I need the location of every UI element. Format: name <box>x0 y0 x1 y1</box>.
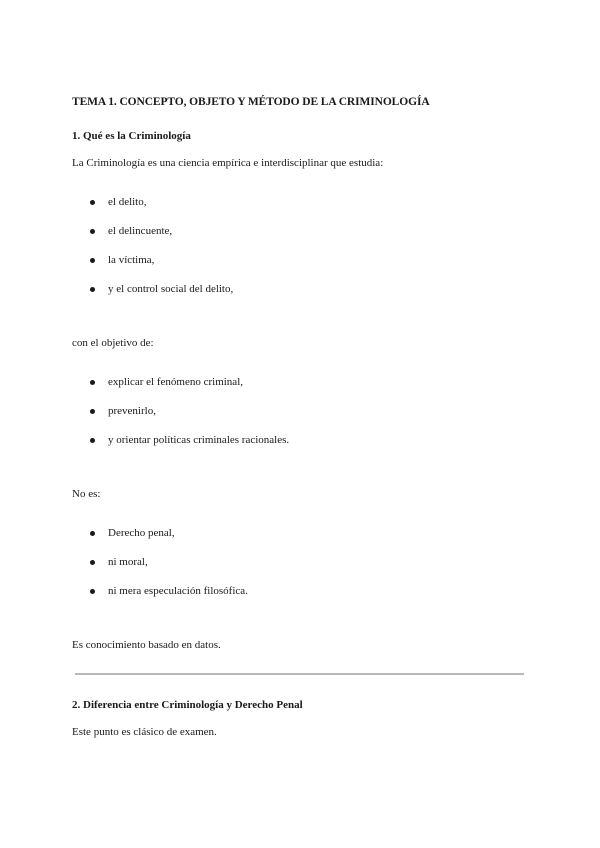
list-item-text: explicar el fenómeno criminal, <box>108 376 243 388</box>
list-item <box>90 585 248 597</box>
list-item-text: y el control social del delito, <box>108 283 234 295</box>
list-item <box>90 527 175 539</box>
section-1-intro: La Criminología es una ciencia empírica e interdisciplinar que estudia: <box>72 157 384 169</box>
list-item <box>90 283 233 295</box>
bullet-icon <box>90 200 95 205</box>
list-item-text: Derecho penal, <box>108 527 175 539</box>
list-item <box>90 405 156 417</box>
section-2-heading: 2. Diferencia entre Criminología y Derecho Penal <box>72 699 303 711</box>
list-item <box>90 225 172 237</box>
bullet-icon <box>90 258 95 263</box>
bullet-icon <box>90 531 95 536</box>
document-title: TEMA 1. CONCEPTO, OBJETO Y MÉTODO DE LA CRIMINOLOGÍA <box>72 96 430 108</box>
list-item <box>90 254 154 266</box>
list-item <box>90 196 147 208</box>
bullet-icon <box>90 560 95 565</box>
bullet-icon <box>90 229 95 234</box>
list-item-text: el delincuente, <box>108 225 173 237</box>
list-item-text: el delito, <box>108 196 147 208</box>
list-item-text: ni moral, <box>108 556 148 568</box>
objective-intro: con el objetivo de: <box>72 337 154 349</box>
bullet-icon <box>90 409 95 414</box>
bullet-icon <box>90 287 95 292</box>
list-item-text: ni mera especulación filosófica. <box>108 585 248 597</box>
bullet-icon <box>90 380 95 385</box>
not-intro: No es: <box>72 488 101 500</box>
list-item <box>90 376 243 388</box>
list-item <box>90 556 148 568</box>
list-item-text: prevenirlo, <box>108 405 156 417</box>
list-item-text: y orientar políticas criminales racionales. <box>108 434 290 446</box>
bullet-icon <box>90 589 95 594</box>
list-item <box>90 434 289 446</box>
section-2-note: Este punto es clásico de examen. <box>72 726 217 738</box>
bullet-icon <box>90 438 95 443</box>
section-1-conclusion: Es conocimiento basado en datos. <box>72 639 221 651</box>
section-1-heading: 1. Qué es la Criminología <box>72 130 191 142</box>
list-item-text: la víctima, <box>108 254 155 266</box>
horizontal-divider <box>75 673 524 675</box>
